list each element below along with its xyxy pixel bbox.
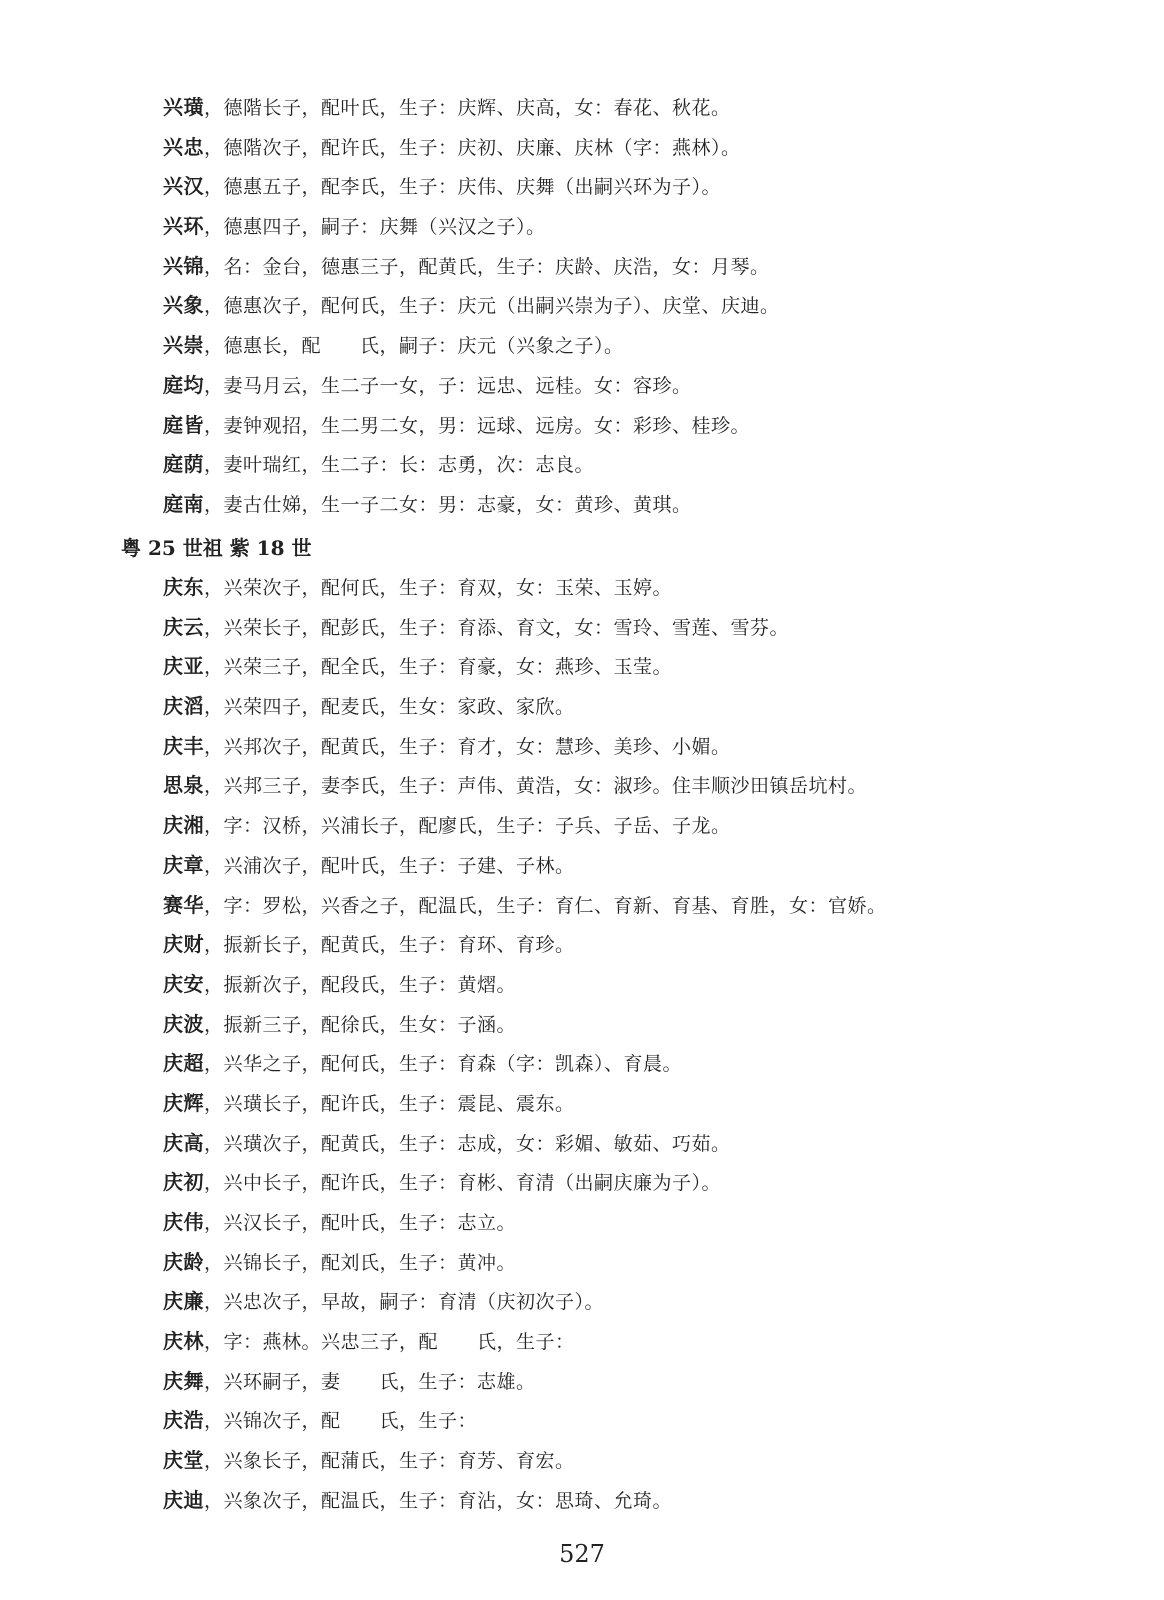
genealogy-entry bbox=[163, 1044, 1093, 1084]
genealogy-entry bbox=[163, 128, 1093, 168]
genealogy-entry bbox=[163, 326, 1093, 366]
entry-text: ，兴锦次子，配 氏，生子： bbox=[204, 1410, 478, 1433]
entry-text: ，字：燕林。兴忠三子，配 氏，生子： bbox=[204, 1331, 575, 1354]
entry-name: 庆安 bbox=[163, 971, 204, 996]
entry-text: ，振新长子，配黄氏，生子：育环、育珍。 bbox=[204, 934, 575, 957]
entry-text: ，妻钟观招，生二男二女，男：远球、远房。女：彩珍、桂珍。 bbox=[204, 414, 751, 437]
genealogy-entry bbox=[163, 207, 1093, 247]
entry-text: ，兴忠次子，早故，嗣子：育清（庆初次子）。 bbox=[204, 1291, 605, 1314]
entry-name: 庆云 bbox=[163, 614, 204, 639]
entry-text: ，字：罗松，兴香之子，配温氏，生子：育仁、育新、育基、育胜，女：官娇。 bbox=[204, 894, 887, 917]
entry-name: 赛华 bbox=[163, 892, 204, 917]
entry-name: 思泉 bbox=[163, 773, 204, 798]
entry-text: ，兴荣四子，配麦氏，生女：家政、家欣。 bbox=[204, 696, 575, 719]
genealogy-entry bbox=[163, 687, 1093, 727]
entry-text: ，兴象长子，配蒲氏，生子：育芳、育宏。 bbox=[204, 1450, 575, 1473]
genealogy-entry bbox=[163, 1282, 1093, 1322]
entry-text: ，兴荣三子，配全氏，生子：育豪，女：燕珍、玉莹。 bbox=[204, 656, 673, 679]
entry-name: 兴环 bbox=[163, 214, 204, 239]
entry-name: 庆滔 bbox=[163, 694, 204, 719]
entry-name: 庭荫 bbox=[163, 452, 204, 477]
entry-text: ，兴荣长子，配彭氏，生子：育添、育文，女：雪玲、雪莲、雪芬。 bbox=[204, 616, 790, 639]
genealogy-entry bbox=[163, 925, 1093, 965]
entry-name: 庆迪 bbox=[163, 1487, 204, 1512]
entry-name: 兴象 bbox=[163, 293, 204, 318]
entry-name: 庆东 bbox=[163, 575, 204, 599]
entry-text: ，德惠长，配 氏，嗣子：庆元（兴象之子）。 bbox=[204, 335, 624, 358]
entry-name: 庆堂 bbox=[163, 1448, 204, 1473]
entry-name: 兴崇 bbox=[163, 333, 204, 358]
entry-text: ，妻叶瑞红，生二子：长：志勇，次：志良。 bbox=[204, 454, 595, 477]
entry-name: 庆湘 bbox=[163, 813, 204, 838]
page-number: 527 bbox=[559, 1540, 605, 1568]
genealogy-entry bbox=[163, 1481, 1093, 1521]
entry-name: 兴锦 bbox=[163, 253, 204, 278]
entry-name: 庆超 bbox=[163, 1051, 204, 1076]
entry-text: ，名：金台，德惠三子，配黄氏，生子：庆龄、庆浩，女：月琴。 bbox=[204, 255, 770, 278]
entry-name: 庭均 bbox=[163, 372, 204, 397]
entry-text: ，德階次子，配许氏，生子：庆初、庆廉、庆林（字：燕林）。 bbox=[204, 136, 741, 159]
entry-text: ，兴邦次子，配黄氏，生子：育才，女：慧珍、美珍、小媚。 bbox=[204, 735, 731, 758]
entry-text: ，兴璜长子，配许氏，生子：震昆、震东。 bbox=[204, 1092, 575, 1115]
entry-text: ，兴象次子，配温氏，生子：育沾，女：思琦、允琦。 bbox=[204, 1489, 673, 1512]
entry-name: 庆亚 bbox=[163, 654, 204, 679]
genealogy-entry bbox=[163, 485, 1093, 525]
genealogy-entry bbox=[163, 846, 1093, 886]
entry-name: 庆辉 bbox=[163, 1090, 204, 1115]
section-heading: 粤 25 世祖 紫 18 世 bbox=[121, 536, 312, 560]
entry-name: 庭南 bbox=[163, 491, 204, 516]
genealogy-entry bbox=[163, 886, 1093, 926]
entry-text: ，兴锦长子，配刘氏，生子：黄冲。 bbox=[204, 1251, 517, 1274]
genealogy-entry bbox=[163, 1322, 1093, 1362]
entry-text: ，振新三子，配徐氏，生女：子涵。 bbox=[204, 1013, 517, 1036]
genealogy-entry bbox=[163, 1084, 1093, 1124]
genealogy-entry bbox=[163, 445, 1093, 485]
genealogy-entry bbox=[163, 286, 1093, 326]
genealogy-entry bbox=[163, 608, 1093, 648]
genealogy-entry bbox=[163, 247, 1093, 287]
entry-name: 庆浩 bbox=[163, 1408, 204, 1433]
genealogy-entry bbox=[163, 167, 1093, 207]
entry-text: ，兴环嗣子，妻 氏，生子：志雄。 bbox=[204, 1370, 536, 1393]
genealogy-entry bbox=[163, 366, 1093, 406]
entry-text: ，兴中长子，配许氏，生子：育彬、育清（出嗣庆廉为子）。 bbox=[204, 1172, 722, 1195]
genealogy-entry bbox=[163, 806, 1093, 846]
entry-name: 庆伟 bbox=[163, 1210, 204, 1234]
entry-name: 庆廉 bbox=[163, 1289, 204, 1314]
genealogy-entry bbox=[163, 1362, 1093, 1402]
entry-name: 庆龄 bbox=[163, 1249, 204, 1274]
entry-text: ，妻古仕娣，生一子二女：男：志豪，女：黄珍、黄琪。 bbox=[204, 493, 692, 516]
entry-text: ，妻马月云，生二子一女，子：远忠、远桂。女：容珍。 bbox=[204, 374, 692, 397]
genealogy-entry bbox=[163, 766, 1093, 806]
entry-name: 兴汉 bbox=[163, 174, 204, 199]
entry-text: ，德階长子，配叶氏，生子：庆辉、庆高，女：春花、秋花。 bbox=[204, 97, 731, 119]
entry-name: 庆波 bbox=[163, 1011, 204, 1036]
genealogy-entry bbox=[163, 1124, 1093, 1164]
genealogy-entry bbox=[163, 1401, 1093, 1441]
entry-text: ，兴璜次子，配黄氏，生子：志成，女：彩媚、敏茹、巧茹。 bbox=[204, 1132, 731, 1155]
entry-name: 兴璜 bbox=[163, 95, 204, 119]
genealogy-entry bbox=[163, 1163, 1093, 1203]
entry-name: 庆初 bbox=[163, 1170, 204, 1195]
genealogy-entry bbox=[163, 647, 1093, 687]
entry-name: 庭皆 bbox=[163, 412, 204, 437]
genealogy-entry bbox=[163, 1203, 1093, 1243]
genealogy-entry bbox=[163, 406, 1093, 446]
entry-name: 庆丰 bbox=[163, 733, 204, 758]
entry-text: ，字：汉桥，兴浦长子，配廖氏，生子：子兵、子岳、子龙。 bbox=[204, 815, 731, 838]
genealogy-entry bbox=[163, 1441, 1093, 1481]
genealogy-entry bbox=[163, 1005, 1093, 1045]
entry-text: ，兴华之子，配何氏，生子：育森（字：凯森）、育晨。 bbox=[204, 1053, 683, 1076]
genealogy-entry bbox=[163, 1243, 1093, 1283]
entry-text: ，兴邦三子，妻李氏，生子：声伟、黄浩，女：淑珍。住丰顺沙田镇岳坑村。 bbox=[204, 775, 868, 798]
genealogy-entry bbox=[163, 88, 1093, 128]
entry-text: ，兴荣次子，配何氏，生子：育双，女：玉荣、玉婷。 bbox=[204, 577, 673, 599]
entry-name: 庆财 bbox=[163, 932, 204, 957]
genealogy-entry bbox=[163, 965, 1093, 1005]
entry-name: 兴忠 bbox=[163, 134, 204, 159]
entry-name: 庆林 bbox=[163, 1329, 204, 1354]
entry-text: ，德惠四子，嗣子：庆舞（兴汉之子）。 bbox=[204, 216, 546, 239]
entry-text: ，德惠五子，配李氏，生子：庆伟、庆舞（出嗣兴环为子）。 bbox=[204, 176, 722, 199]
entry-text: ，振新次子，配段氏，生子：黄熠。 bbox=[204, 973, 517, 996]
entry-text: ，兴汉长子，配叶氏，生子：志立。 bbox=[204, 1212, 517, 1234]
entry-name: 庆高 bbox=[163, 1130, 204, 1155]
entry-name: 庆章 bbox=[163, 852, 204, 877]
genealogy-entry bbox=[163, 568, 1093, 608]
generation-entries-list bbox=[163, 568, 1093, 1521]
entry-name: 庆舞 bbox=[163, 1368, 204, 1393]
generation-entries-list bbox=[163, 88, 1093, 525]
entry-text: ，德惠次子，配何氏，生子：庆元（出嗣兴崇为子）、庆堂、庆迪。 bbox=[204, 295, 780, 318]
genealogy-entry bbox=[163, 727, 1093, 767]
entry-text: ，兴浦次子，配叶氏，生子：子建、子林。 bbox=[204, 854, 575, 877]
